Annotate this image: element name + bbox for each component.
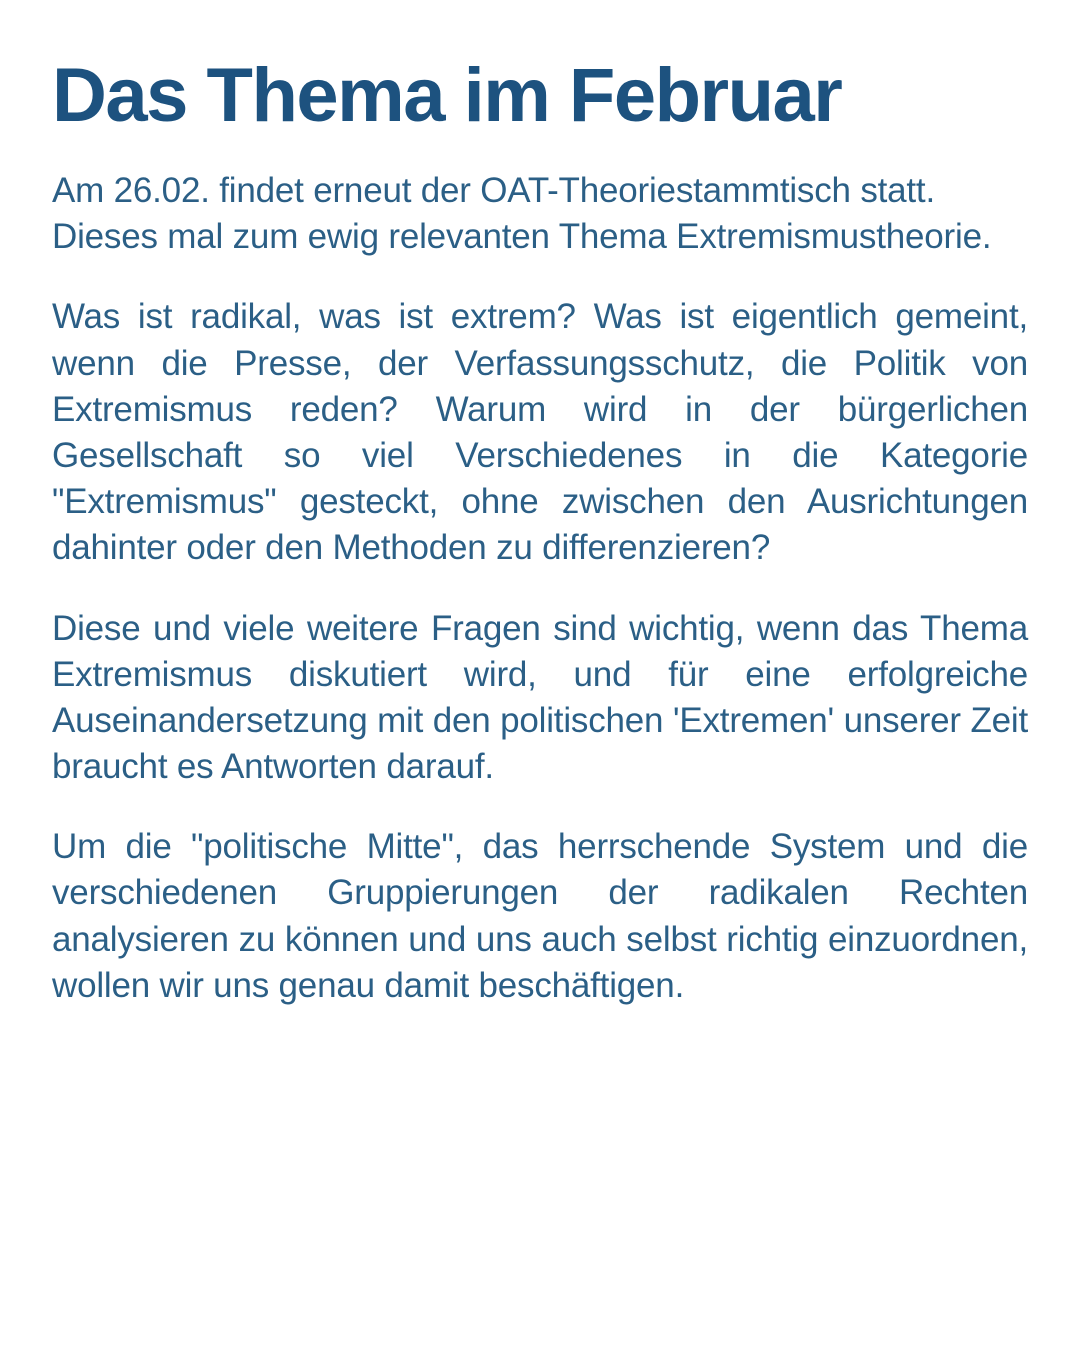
paragraph-questions: Was ist radikal, was ist extrem? Was ist eigentlich gemeint, wenn die Presse, der Verfassungsschutz, die Politik von Extremismus reden? Warum wird in der bürgerlichen Gesellschaft so viel Verschiedenes in die Kategorie "Extremismus" gesteckt, ohne zwischen den Ausrichtungen dahinter oder den Methoden zu differenzieren?	[52, 297, 1028, 568]
body-content	[52, 168, 1028, 1009]
paragraph-relevance: Diese und viele weitere Fragen sind wichtig, wenn das Thema Extremismus diskutiert wird, und für eine erfolgreiche Auseinandersetzung mit den politischen 'Extremen' unserer Zeit braucht es Antworten darauf.	[52, 608, 1028, 787]
page-title: Das Thema im Februar	[52, 53, 842, 138]
paragraph-intro: Am 26.02. findet erneut der OAT-Theoriestammtisch statt. Dieses mal zum ewig relevanten Thema Extremismustheorie.	[52, 171, 992, 257]
paragraph-goal: Um die "politische Mitte", das herrschende System und die verschiedenen Gruppierungen der radikalen Rechten analysieren zu können und uns auch selbst richtig einzuordnen, wollen wir uns genau damit beschäftigen.	[52, 827, 1028, 1005]
